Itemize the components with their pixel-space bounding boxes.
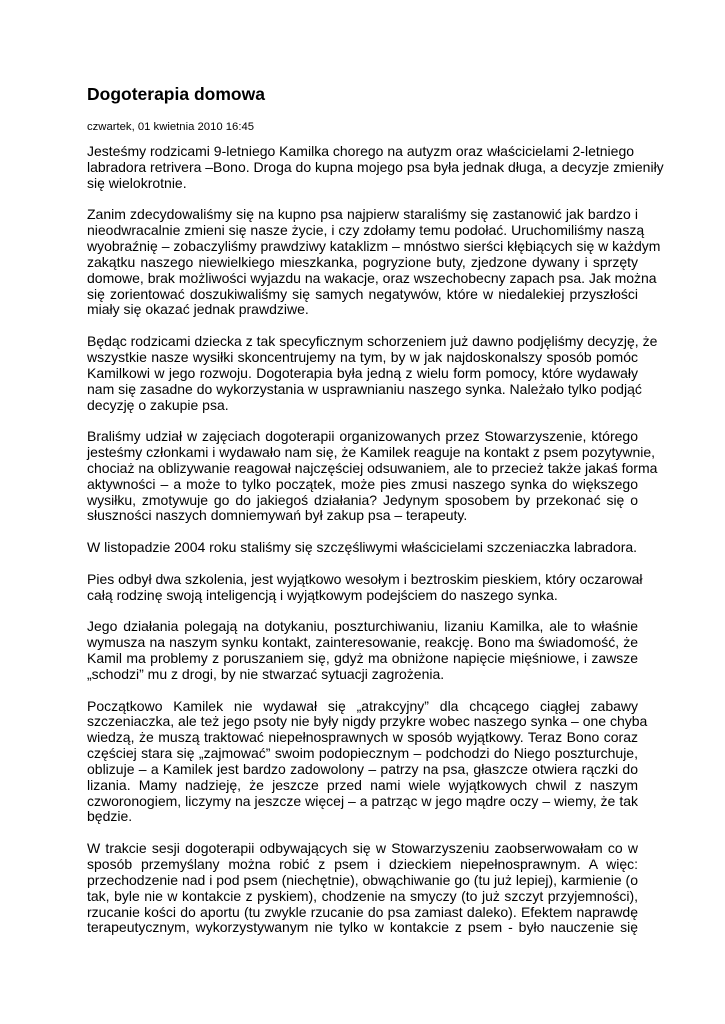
paragraph-line: Jego działania polegają na dotykaniu, poszturchiwaniu, lizaniu Kamilka, ale to właśnie <box>87 618 638 635</box>
paragraph-line: jesteśmy członkami i wydawało nam się, że Kamilek reaguje na kontakt z psem pozytywnie, <box>87 444 656 461</box>
paragraph <box>87 841 638 936</box>
paragraph-line: decyzję o zakupie psa. <box>87 396 229 413</box>
paragraph-line: częściej stara się „zajmować” swoim podopiecznym – podchodzi do Niego poszturchuje, <box>87 745 638 762</box>
paragraph <box>87 333 658 413</box>
publish-date: czwartek, 01 kwietnia 2010 16:45 <box>87 121 255 133</box>
paragraph-line: Kamil ma problemy z poruszaniem się, gdyż ma obniżone napięcie mięśniowe, i zawsze <box>87 650 638 666</box>
paragraph-line: miały się okazać jednak prawdziwe. <box>87 301 309 318</box>
document-title: Dogoterapia domowa <box>87 84 265 104</box>
paragraph-line: się wielokrotnie. <box>87 174 187 191</box>
paragraph-line: wiedzą, że muszą traktować niepełnosprawnych w sposób wyjątkowy. Teraz Bono coraz <box>87 729 638 746</box>
paragraph-line: oblizuje – a Kamilek jest bardzo zadowolony – patrzy na psa, głaszcze otwiera rączki do <box>87 760 638 777</box>
paragraph-line: Jesteśmy rodzicami 9-letniego Kamilka chorego na autyzm oraz właścicielami 2-letniego <box>87 143 635 159</box>
paragraph-line: całą rodzinę swoją inteligencją i wyjątkowym podejściem do naszego synka. <box>87 586 558 603</box>
paragraph-line: Kamilkowi w jego rozwoju. Dogoterapia była jedną z wielu form pomocy, które wydawały <box>87 364 638 381</box>
paragraph-line: sposób przemyślany można robić z psem i dzieckiem niepełnosprawnym. A więc: <box>87 855 638 872</box>
paragraph-line: wysiłku, zmotywuje go do jakiegoś działania? Jedynym sposobem by przekonać się o <box>87 491 638 508</box>
paragraph-line: słuszności naszych domniemywań był zakup psa – terapeuty. <box>87 507 468 524</box>
paragraph-line: aktywności – a może to tylko początek, może pies zmusi naszego synka do większego <box>87 475 638 492</box>
paragraph-line: Będąc rodzicami dziecka z tak specyficznym schorzeniem już dawno podjęliśmy decyzję, że <box>87 333 658 350</box>
paragraph-line: wszystkie nasze wysiłki skoncentrujemy na tym, by w jak najdoskonalszy sposób pomóc <box>87 348 638 365</box>
paragraph <box>87 143 664 192</box>
paragraph <box>87 428 658 524</box>
paragraph-line: zakątku naszego niewielkiego mieszkanka, pogryzione buty, zjedzone dywany i sprzęty <box>87 253 638 270</box>
article-body <box>87 143 664 952</box>
paragraph-line: Pies odbył dwa szkolenia, jest wyjątkowo wesołym i beztroskim pieskiem, który oczarował <box>87 570 643 587</box>
paragraph-line: Braliśmy udział w zajęciach dogoterapii organizowanych przez Stowarzyszenie, którego <box>87 428 638 445</box>
paragraph-line: tak, byle nie w kontakcie z pyskiem), chodzenie na smyczy (to już szczyt przyjemności), <box>87 887 638 904</box>
paragraph <box>87 570 643 604</box>
paragraph-line: szczeniaczka, ale też jego psoty nie były nigdy przykre wobec naszego synka – one chyba <box>87 713 648 730</box>
paragraph-line: W trakcie sesji dogoterapii odbywających się w Stowarzyszeniu zaobserwowałam co w <box>87 840 638 857</box>
paragraph-line: lizania. Mamy nadzieję, że jeszcze przed nami wiele wyjątkowych chwil z naszym <box>87 776 638 793</box>
paragraph-line: będzie. <box>87 808 133 825</box>
paragraph <box>87 206 661 318</box>
paragraph-line: wymusza na naszym synku kontakt, zainteresowanie, reakcję. Bono ma świadomość, że <box>87 634 638 651</box>
paragraph-line: się zorientować doszukiwaliśmy się samych negatywów, które w niedalekiej przyszłości <box>87 285 638 302</box>
paragraph <box>87 697 648 826</box>
paragraph-line: Zanim zdecydowaliśmy się na kupno psa najpierw staraliśmy się zastanowić jak bardzo i <box>87 206 638 223</box>
paragraph-line: W listopadzie 2004 roku staliśmy się szczęśliwymi właścicielami szczeniaczka labradora. <box>87 539 638 556</box>
paragraph-line: nam się zasadne do wykorzystania w usprawnianiu naszego synka. Należało tylko podjąć <box>87 380 642 397</box>
paragraph-line: nieodwracalnie zmieni się nasze życie, i czy zdołamy temu podołać. Uruchomiliśmy naszą <box>87 222 645 239</box>
paragraph-line: domowe, brak możliwości wyjazdu na wakacje, oraz wszechobecny zapach psa. Jak można <box>87 269 657 286</box>
paragraph-line: chociaż na oblizywanie reagował najczęściej odsuwaniem, ale to przecież także jakaś forma <box>87 459 658 476</box>
paragraph <box>87 540 638 556</box>
paragraph-line: „schodzi” mu z drogi, by nie stwarzać sytuacji zagrożenia. <box>87 665 445 682</box>
paragraph <box>87 619 638 682</box>
paragraph-line: rzucanie kości do aportu (tu zwykle rzucanie do psa zamiast daleko). Efektem naprawdę <box>87 903 638 920</box>
paragraph-line: czworonogiem, liczymy na jeszcze więcej – a patrząc w jego mądre oczy – wiemy, że tak <box>87 792 638 809</box>
paragraph-line: labradora retrivera –Bono. Droga do kupna mojego psa była jednak długa, a decyzje zmieniły <box>87 158 664 175</box>
paragraph-line: przechodzenie nad i pod psem (niechętnie), obwąchiwanie go (tu już lepiej), karmienie (o <box>87 871 638 888</box>
paragraph-line: wyobraźnię – zobaczyliśmy prawdziwy kataklizm – mnóstwo sierści kłębiących się w każdym <box>87 238 661 255</box>
paragraph-line: Początkowo Kamilek nie wydawał się „atrakcyjny” dla chcącego ciągłej zabawy <box>87 697 638 714</box>
paragraph-line: terapeutycznym, wykorzystywanym nie tylko w kontakcie z psem - było nauczenie się <box>87 919 638 936</box>
